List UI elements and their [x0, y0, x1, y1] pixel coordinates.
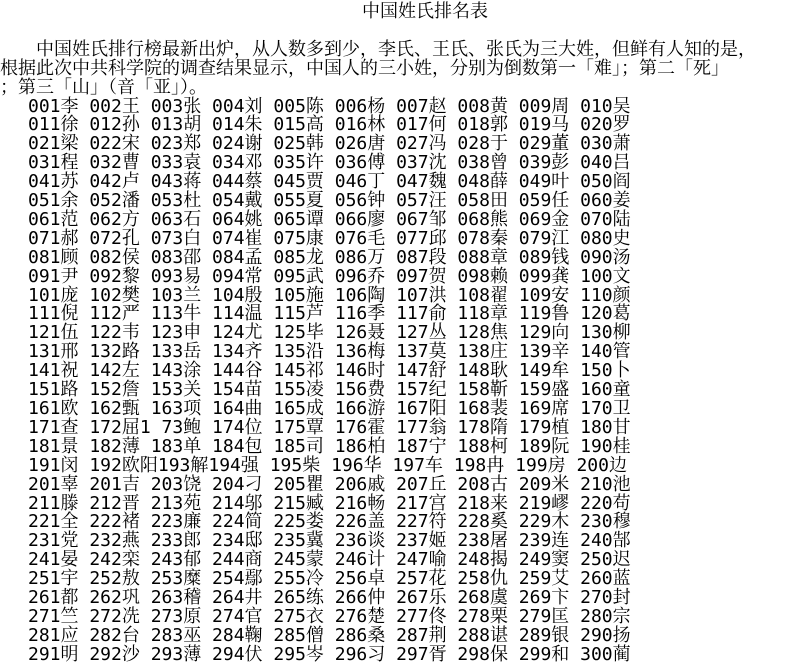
ranking-row-211-220: 211滕 212晋 213苑 214邬 215臧 216畅 217宫 218来 219嵺 220苟 [28, 492, 631, 514]
ranking-row-241-250: 241晏 242栾 243郁 244商 245蒙 246计 247喻 248揭 249窦 250迟 [28, 549, 631, 571]
ranking-row-231-240: 231党 232燕 233郎 234邸 235冀 236谈 237姬 238屠 239连 240郜 [28, 530, 631, 552]
intro-paragraph [0, 38, 788, 98]
ranking-row-291-300: 291明 292沙 293薄 294伏 295岑 296习 297胥 298保 299和 300蔺 [28, 643, 631, 665]
ranking-row-081-090: 081顾 082侯 083邵 084孟 085龙 086万 087段 088章 089钱 090汤 [28, 246, 631, 268]
page-title: 中国姓氏排名表 [362, 1, 488, 22]
ranking-row-041-050: 041苏 042卢 043蒋 044蔡 045贾 046丁 047魏 048薛 049叶 050阎 [28, 171, 631, 193]
ranking-row-151-160: 151路 152詹 153关 154苗 155凌 156费 157纪 158靳 159盛 160童 [28, 379, 631, 401]
ranking-row-101-110: 101庞 102樊 103兰 104殷 105施 106陶 107洪 108翟 109安 110颜 [28, 284, 631, 306]
ranking-row-161-170: 161欧 162甄 163项 164曲 165成 166游 167阳 168裴 169席 170卫 [28, 398, 631, 420]
ranking-row-221-230: 221全 222褚 223廉 224简 225娄 226盖 227符 228奚 229木 230穆 [28, 511, 631, 533]
intro-line-1: 中国姓氏排行榜最新出炉，从人数多到少，李氏、王氏、张氏为三大姓，但鲜有人知的是， [0, 38, 756, 60]
intro-line-2: 根据此次中共科学院的调查结果显示，中国人的三小姓，分别为倒数第一「难」；第二「死」 [0, 57, 729, 79]
ranking-row-021-030: 021梁 022宋 023郑 024谢 025韩 026唐 027冯 028于 029董 030萧 [28, 133, 631, 155]
ranking-row-201-210: 201辜 201吉 203饶 204刁 205瞿 206戚 207丘 208古 209米 210池 [28, 473, 631, 495]
ranking-row-121-130: 121伍 122韦 123申 124尤 125毕 126聂 127丛 128焦 129向 130柳 [28, 322, 631, 344]
ranking-row-281-290: 281应 282台 283巫 284鞠 285僧 286桑 287荆 288谌 289银 290扬 [28, 624, 631, 646]
ranking-row-251-260: 251宇 252敖 253糜 254鄢 255冷 256卓 257花 258仇 259艾 260蓝 [28, 568, 631, 590]
ranking-row-051-060: 051余 052潘 053杜 054戴 055夏 056钟 057汪 058田 059任 060姜 [28, 190, 631, 212]
ranking-row-261-270: 261都 262巩 263稽 264井 265练 266仲 267乐 268虞 269卞 270封 [28, 587, 631, 609]
ranking-row-181-190: 181景 182薄 183单 184包 185司 186柏 187宁 188柯 189阮 190桂 [28, 435, 631, 457]
ranking-row-001-010: 001李 002王 003张 004刘 005陈 006杨 007赵 008黄 009周 010吴 [28, 95, 631, 117]
ranking-row-141-150: 141祝 142左 143涂 144谷 145祁 146时 147舒 148耿 149牟 150卜 [28, 360, 631, 382]
ranking-row-191-200: 191闵 192欧阳193解194强 195柴 196华 197车 198冉 199房 200边 [28, 454, 627, 476]
intro-line-3: ；第三「山」（音「亚」）。 [0, 76, 207, 98]
ranking-row-061-070: 061范 062方 063石 064姚 065谭 066廖 067邹 068熊 069金 070陆 [28, 208, 631, 230]
ranking-table [0, 95, 788, 665]
ranking-row-111-120: 111倪 112严 113牛 114温 115芦 116季 117俞 118章 119鲁 120葛 [28, 303, 631, 325]
ranking-row-011-020: 011徐 012孙 013胡 014朱 015高 016林 017何 018郭 019马 020罗 [28, 114, 631, 136]
ranking-row-071-080: 071郝 072孔 073白 074崔 075康 076毛 077邱 078秦 079江 080史 [28, 227, 631, 249]
ranking-row-271-280: 271竺 272冼 273原 274官 275衣 276楚 277佟 278栗 279匡 280宗 [28, 605, 631, 627]
ranking-row-031-040: 031程 032曹 033袁 034邓 035许 036傅 037沈 038曾 039彭 040吕 [28, 152, 631, 174]
ranking-row-171-180: 171查 172屈1 73鲍 174位 175覃 176霍 177翁 178隋 179植 180甘 [28, 416, 631, 438]
ranking-row-131-140: 131邢 132路 133岳 134齐 135沿 136梅 137莫 138庄 139辛 140管 [28, 341, 631, 363]
ranking-row-091-100: 091尹 092黎 093易 094常 095武 096乔 097贺 098赖 099龚 100文 [28, 265, 631, 287]
